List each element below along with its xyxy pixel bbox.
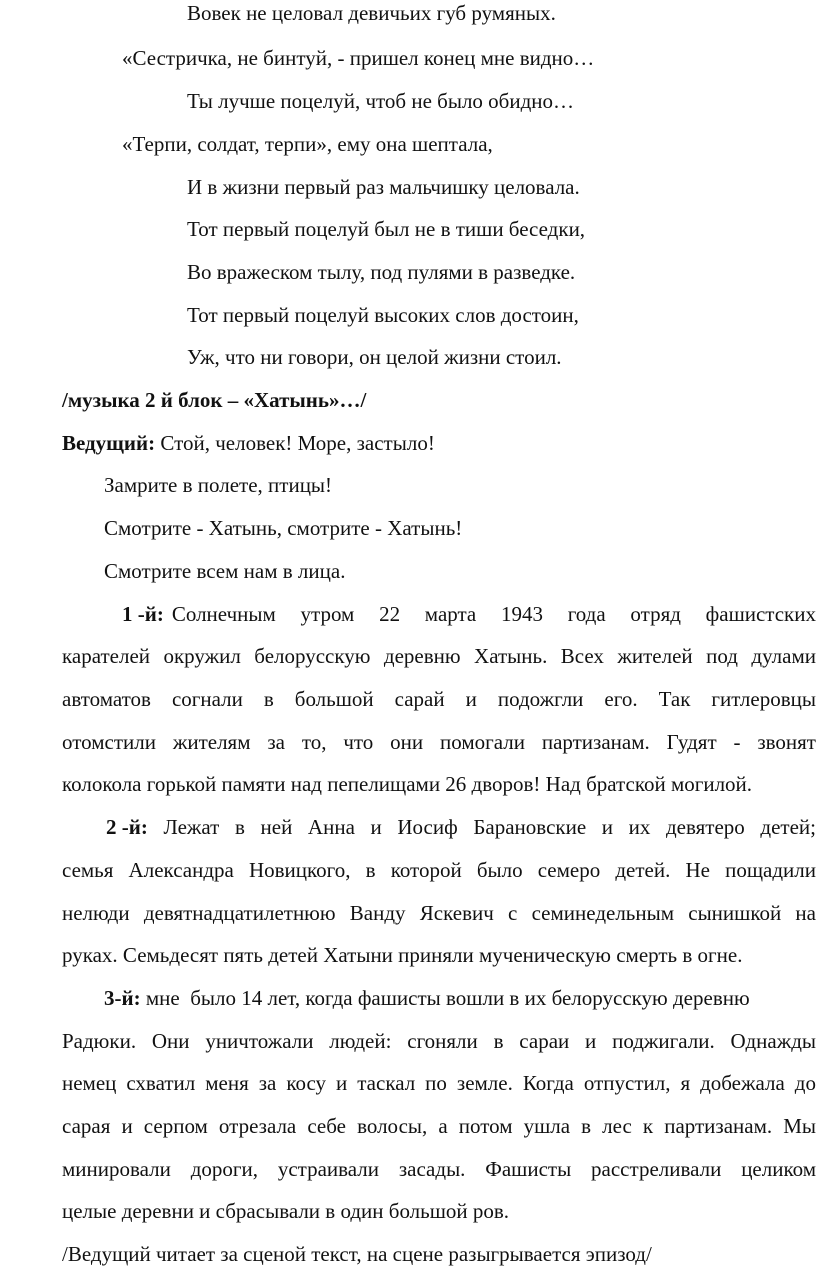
poem-line: Ты лучше поцелуй, чтоб не было обидно…	[187, 89, 575, 113]
speaker1-first-line	[122, 601, 816, 627]
speaker3-line: минировали дороги, устраивали засады. Фашисты расстреливали целиком	[62, 1157, 816, 1181]
stage-note: /Ведущий читает за сценой текст, на сцене разыгрывается эпизод/	[62, 1242, 652, 1266]
music-note: /музыка 2 й блок – «Хатынь»…/	[62, 388, 367, 412]
speaker1-line: карателей окружил белорусскую деревню Хатынь. Всех жителей под дулами	[62, 644, 816, 668]
poem-line: Во вражеском тылу, под пулями в разведке.	[187, 260, 576, 284]
speaker2-line: руках. Семьдесят пять детей Хатыни приняли мученическую смерть в огне.	[62, 943, 743, 967]
host-line: Смотрите всем нам в лица.	[104, 559, 346, 583]
host-label: Ведущий:	[62, 431, 156, 455]
speaker3-line: сарая и серпом отрезала себе волосы, а потом ушла в лес к партизанам. Мы	[62, 1114, 816, 1138]
host-line: Замрите в полете, птицы!	[104, 473, 333, 497]
host-first-line	[62, 430, 435, 456]
speaker3-label: 3-й:	[104, 986, 141, 1010]
speaker3-line: Радюки. Они уничтожали людей: сгоняли в сараи и поджигали. Однажды	[62, 1029, 816, 1053]
poem-line: Тот первый поцелуй был не в тиши беседки,	[187, 217, 586, 241]
speaker3-text: мне было 14 лет, когда фашисты вошли в их белорусскую деревню	[140, 986, 750, 1010]
poem-line: И в жизни первый раз мальчишку целовала.	[187, 175, 580, 199]
poem-line: «Сестричка, не бинтуй, - пришел конец мне видно…	[122, 46, 595, 70]
speaker3-line: целые деревни и сбрасывали в один большой ров.	[62, 1199, 510, 1223]
speaker3-line: немец схватил меня за косу и таскал по земле. Когда отпустил, я добежала до	[62, 1071, 816, 1095]
speaker2-line: семья Александра Новицкого, в которой было семеро детей. Не пощадили	[62, 858, 816, 882]
poem-line: Уж, что ни говори, он целой жизни стоил.	[187, 345, 562, 369]
speaker3-first-line	[104, 985, 816, 1011]
speaker1-text: Солнечным утром 22 марта 1943 года отряд фашистских	[171, 602, 816, 626]
speaker2-text: Лежат в ней Анна и Иосиф Барановские и их девятеро детей;	[147, 815, 816, 839]
host-text: Стой, человек! Море, застыло!	[155, 431, 435, 455]
speaker2-line: нелюди девятнадцатилетнюю Ванду Яскевич с семинедельным сынишкой на	[62, 901, 816, 925]
poem-line: Тот первый поцелуй высоких слов достоин,	[187, 303, 579, 327]
speaker1-line: отомстили жителям за то, что они помогали партизанам. Гудят - звонят	[62, 730, 816, 754]
poem-line: Вовек не целовал девичьих губ румяных.	[187, 1, 556, 25]
speaker1-line: колокола горькой памяти над пепелищами 26 дворов! Над братской могилой.	[62, 772, 753, 796]
poem-line: «Терпи, солдат, терпи», ему она шептала,	[122, 132, 493, 156]
speaker1-line: автоматов согнали в большой сарай и подожгли его. Так гитлеровцы	[62, 687, 816, 711]
host-line: Смотрите - Хатынь, смотрите - Хатынь!	[104, 516, 463, 540]
speaker1-label: 1 -й:	[122, 602, 164, 626]
speaker2-label: 2 -й:	[106, 815, 148, 839]
speaker2-first-line	[106, 814, 816, 840]
